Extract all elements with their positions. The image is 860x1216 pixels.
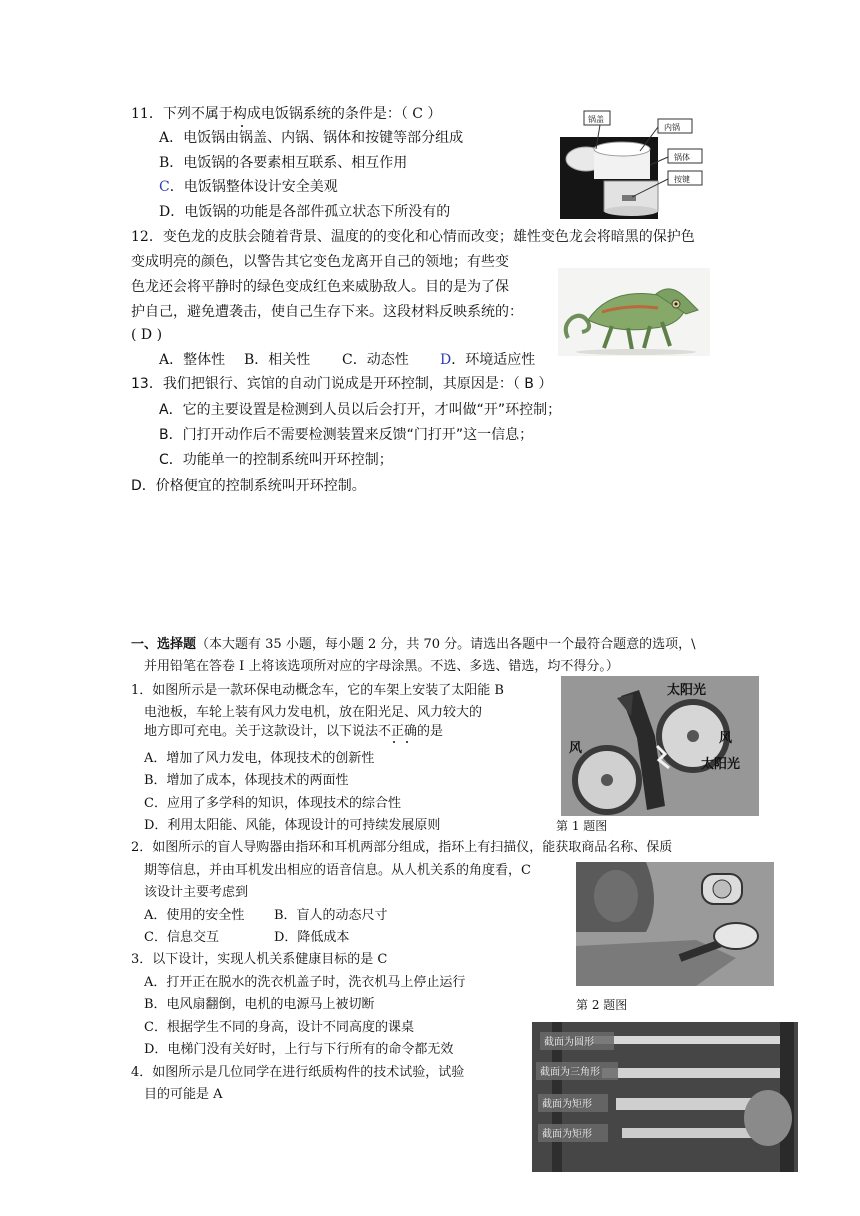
q11-stem: 11．下列不属于构成电饭锅系统的条件是：（ C ） <box>131 106 442 122</box>
q13-option-a: A．它的主要设置是检测到人员以后会打开，才叫做“开”环控制； <box>159 402 562 418</box>
q11-option-c-letter: C <box>159 179 170 195</box>
p1-line-2: 电池板，车轮上装有风力发电机，放在阳光足、风力较大的 <box>144 705 483 720</box>
p1-option-d: D．利用太阳能、风能，体现设计的可持续发展原则 <box>144 818 441 833</box>
q11-option-b: B．电饭锅的各要素相互联系、相互作用 <box>159 155 408 171</box>
q13-option-b: B．门打开动作后不需要检测装置来反馈“门打开”这一信息； <box>159 427 534 443</box>
p2-option-d: D．降低成本 <box>274 930 350 945</box>
q12-option-a: A．整体性 <box>159 352 226 368</box>
p1-option-c: C．应用了多学科的知识，体现技术的综合性 <box>144 796 401 811</box>
q11-option-c-text: ．电饭锅整体设计安全美观 <box>169 179 338 195</box>
electric-bike-photo <box>561 676 759 816</box>
p4-line-1: 4．如图所示是几位同学在进行纸质构件的技术试验，试验 <box>131 1065 465 1080</box>
p1-option-a: A．增加了风力发电，体现技术的创新性 <box>144 751 375 766</box>
p2-line-2: 期等信息，并由耳机发出相应的语音信息。从人机关系的角度看，C <box>144 863 531 878</box>
p2-line-3: 该设计主要考虑到 <box>144 885 249 900</box>
q13-option-d: D．价格便宜的控制系统叫开环控制。 <box>131 478 366 494</box>
p2-option-b: B．盲人的动态尺寸 <box>274 908 388 923</box>
q12-option-d-letter: D <box>440 352 452 368</box>
q13-option-c: C．功能单一的控制系统叫开环控制； <box>159 452 393 468</box>
chameleon-photo <box>558 268 710 356</box>
section-title: 一、选择题 <box>131 637 197 652</box>
q12-line-2: 变成明亮的颜色，以警告其它变色龙离开自己的领地；有些变 <box>131 254 509 270</box>
figure-label-sunlight-bottom: 太阳光 <box>701 757 741 772</box>
p3-option-a: A．打开正在脱水的洗衣机盖子时，洗衣机马上停止运行 <box>144 975 466 990</box>
q12-line-4: 护自己，避免遭袭击，使自己生存下来。这段材料反映系统的： <box>131 304 523 320</box>
blind-guide-photo <box>576 862 774 986</box>
p2-caption: 第 2 题图 <box>576 998 628 1012</box>
p2-option-a: A．使用的安全性 <box>144 908 245 923</box>
p3-option-b: B．电风扇翻倒，电机的电源马上被切断 <box>144 997 375 1012</box>
emphasis-dot <box>393 741 395 743</box>
figure-label-button: 按键 <box>674 175 690 184</box>
paper-component-test-photo <box>532 1022 798 1172</box>
figure-label-triangle-section: 截面为三角形 <box>540 1067 600 1078</box>
p1-line-3: 地方即可充电。关于这款设计，以下说法不正确的是 <box>144 724 444 739</box>
p1-option-b: B．增加了成本，体现技术的两面性 <box>144 773 349 788</box>
p1-caption: 第 1 题图 <box>556 819 608 833</box>
q13-stem: 13．我们把银行、宾馆的自动门说成是开环控制，其原因是：（ B ） <box>131 376 553 392</box>
q12-option-c: C．动态性 <box>342 352 409 368</box>
p1-line-1: 1．如图所示是一款环保电动概念车，它的车架上安装了太阳能 B <box>131 683 504 698</box>
p3-stem: 3．以下设计，实现人机关系健康目标的是 C <box>131 952 388 967</box>
figure-label-body: 锅体 <box>674 153 690 162</box>
q12-line-5: ( D ) <box>131 327 163 343</box>
figure-label-sunlight-top: 太阳光 <box>667 683 707 698</box>
figure-label-circle-section: 截面为圆形 <box>544 1037 594 1048</box>
emphasis-dot <box>406 741 408 743</box>
q11-option-a: A．电饭锅由锅盖、内锅、锅体和按键等部分组成 <box>159 130 464 146</box>
p2-line-1: 2．如图所示的盲人导购器由指环和耳机两部分组成，指环上有扫描仪，能获取商品名称、保质 <box>131 840 673 855</box>
section-description-1: （本大题有 35 小题，每小题 2 分，共 70 分。请选出各题中一个最符合题意的选项，\ <box>196 637 696 652</box>
figure-label-lid: 锅盖 <box>588 115 604 124</box>
p3-option-c: C．根据学生不同的身高，设计不同高度的课桌 <box>144 1020 414 1035</box>
q11-option-c <box>159 180 338 194</box>
q12-line-1: 12．变色龙的皮肤会随着背景、温度的的变化和心情而改变；雄性变色龙会将暗黑的保护色 <box>131 229 695 245</box>
section-header <box>131 638 696 651</box>
figure-label-inner-pot: 内锅 <box>664 123 680 132</box>
figure-label-rectangle-section-1: 截面为矩形 <box>542 1099 592 1110</box>
figure-label-rectangle-section-2: 截面为矩形 <box>542 1129 592 1140</box>
emphasis-dot <box>241 125 243 127</box>
figure-label-wind-left: 风 <box>569 741 583 756</box>
q12-option-b: B．相关性 <box>244 352 311 368</box>
p2-option-c: C．信息交互 <box>144 930 219 945</box>
q11-option-d: D．电饭锅的功能是各部件孤立状态下所没有的 <box>159 204 451 220</box>
q12-option-d-text: ．环境适应性 <box>451 352 536 368</box>
p4-line-2: 目的可能是 A <box>144 1087 223 1102</box>
p3-option-d: D．电梯门没有关好时，上行与下行所有的命令都无效 <box>144 1042 454 1057</box>
q12-option-d <box>440 353 535 367</box>
q12-line-3: 色龙还会将平静时的绿色变成红色来威胁敌人。目的是为了保 <box>131 279 509 295</box>
figure-label-wind-right: 风 <box>719 731 733 746</box>
section-description-2: 并用铅笔在答卷 I 上将该选项所对应的字母涂黑。不选、多选、错选，均不得分。） <box>144 659 619 674</box>
rice-cooker-figure <box>560 105 710 219</box>
